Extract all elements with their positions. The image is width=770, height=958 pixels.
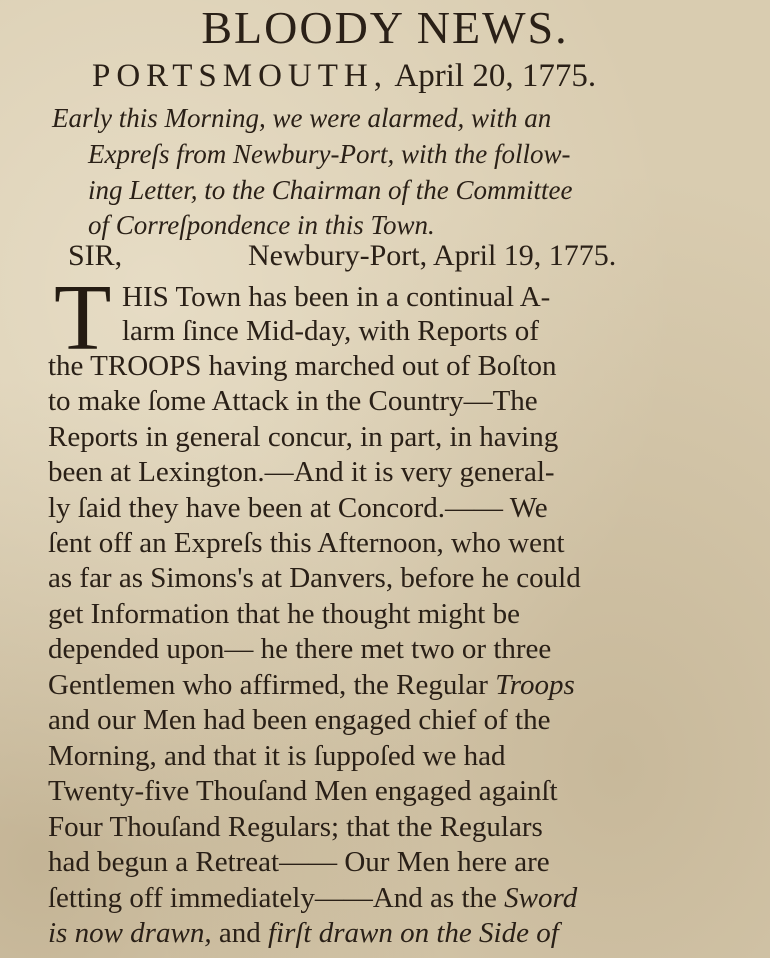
headline: BLOODY NEWS. bbox=[201, 2, 569, 53]
body-line: Four Thouſand Regulars; that the Regulars bbox=[48, 811, 543, 843]
body-line: the TROOPS having marched out of Boſton bbox=[48, 350, 557, 382]
body-line: and our Men had been engaged chief of the bbox=[48, 704, 551, 736]
body-line: ſent off an Expreſs this Afternoon, who went bbox=[48, 527, 565, 559]
italic-phrase-now-drawn: is now drawn, bbox=[48, 917, 212, 949]
body-line bbox=[48, 881, 577, 915]
intro-line: ing Letter, to the Chairman of the Committee bbox=[88, 175, 573, 205]
intro-line: Expreſs from Newbury-Port, with the follow- bbox=[88, 139, 571, 169]
letter-salutation: SIR, bbox=[68, 239, 123, 272]
body-line: larm ſince Mid-day, with Reports of bbox=[122, 315, 539, 347]
dateline bbox=[92, 56, 596, 96]
italic-phrase-first-drawn: firſt drawn on the Side of bbox=[267, 917, 559, 949]
body-line-text: ſetting off immediately——And as the bbox=[48, 882, 497, 914]
body-line-text: and bbox=[218, 917, 261, 949]
letter-dateline: Newbury-Port, April 19, 1775. bbox=[248, 239, 617, 272]
drop-cap: T bbox=[54, 266, 112, 370]
italic-word-sword: Sword bbox=[504, 882, 578, 914]
body-line: Reports in general concur, in part, in having bbox=[48, 421, 559, 453]
body-line bbox=[48, 916, 559, 950]
italic-word-troops: Troops bbox=[495, 669, 575, 701]
intro-line: of Correſpondence in this Town. bbox=[88, 210, 435, 240]
body-line: as far as Simons's at Danvers, before he could bbox=[48, 562, 581, 594]
body-line: had begun a Retreat—— Our Men here are bbox=[48, 846, 550, 878]
body-line: to make ſome Attack in the Country—The bbox=[48, 385, 538, 417]
dateline-date: April 20, 1775. bbox=[394, 58, 597, 94]
body-line-text: Gentlemen who affirmed, the Regular bbox=[48, 669, 488, 701]
body-line: get Information that he thought might be bbox=[48, 598, 520, 630]
body-line bbox=[48, 668, 575, 702]
body-line: HIS Town has been in a continual A- bbox=[122, 281, 551, 313]
body-line: depended upon— he there met two or three bbox=[48, 633, 552, 665]
body-line: ly ſaid they have been at Concord.—— We bbox=[48, 492, 548, 524]
body-line: been at Lexington.—And it is very general- bbox=[48, 456, 555, 488]
intro-line: Early this Morning, we were alarmed, with an bbox=[52, 103, 552, 133]
body-line: Morning, and that it is ſuppoſed we had bbox=[48, 740, 506, 772]
body-line: Twenty-five Thouſand Men engaged againſt bbox=[48, 775, 558, 807]
dateline-place: PORTSMOUTH, bbox=[92, 58, 388, 94]
